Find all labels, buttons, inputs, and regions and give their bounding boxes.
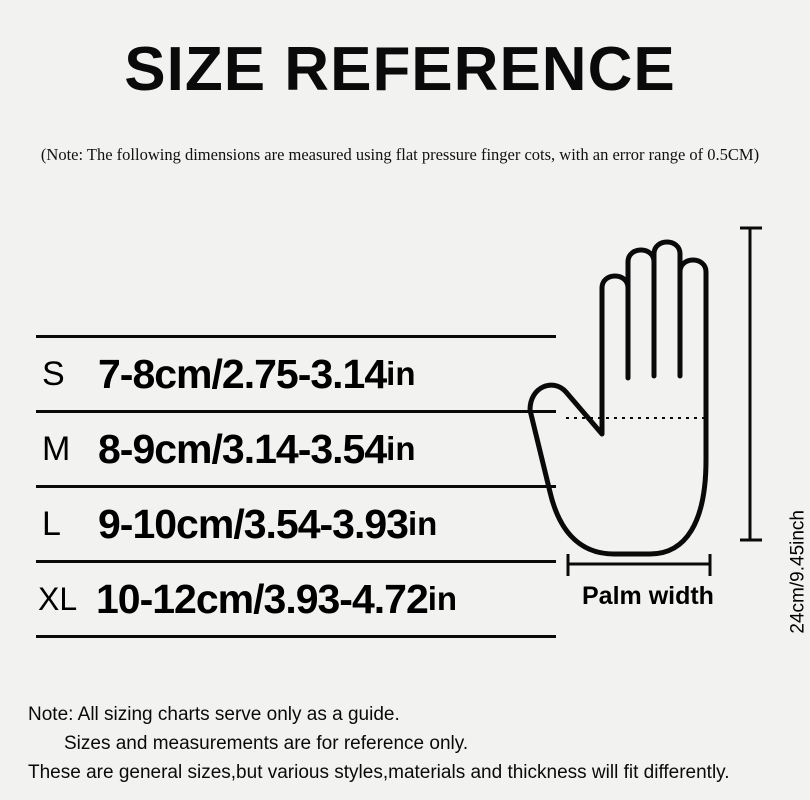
size-unit: in: [427, 580, 458, 617]
note-line-1: Note: All sizing charts serve only as a guide.: [28, 704, 400, 725]
note-line-2: Sizes and measurements are for reference only.: [64, 733, 469, 754]
bottom-notes: [28, 700, 778, 787]
size-label: M: [42, 429, 71, 468]
size-unit: in: [407, 505, 438, 542]
size-table: [36, 335, 556, 638]
size-measurement: 7-8cm/2.75-3.14: [98, 350, 387, 397]
hand-height-label: 24cm/9.45inch: [788, 510, 809, 634]
size-unit: in: [386, 430, 416, 467]
hand-diagram: [510, 210, 809, 634]
note-line-3: These are general sizes,but various styles,materials and thickness will fit differently.: [28, 762, 730, 783]
top-note: (Note: The following dimensions are measured using flat pressure finger cots, with an error range of 0.5CM): [40, 145, 760, 164]
page-title: SIZE REFERENCE: [124, 35, 676, 104]
size-measurement: 9-10cm/3.54-3.93: [98, 500, 408, 547]
palm-width-label: Palm width: [582, 582, 714, 610]
table-row: [36, 485, 556, 560]
size-measurement: 10-12cm/3.93-4.72: [96, 575, 428, 622]
table-row: [36, 560, 556, 638]
size-measurement: 8-9cm/3.14-3.54: [98, 425, 387, 472]
size-unit: in: [386, 355, 416, 392]
table-row: [36, 335, 556, 410]
size-label: XL: [38, 580, 78, 617]
hand-outline-icon: [510, 210, 790, 630]
size-label: S: [42, 354, 65, 393]
size-label: L: [42, 504, 61, 543]
table-row: [36, 410, 556, 485]
